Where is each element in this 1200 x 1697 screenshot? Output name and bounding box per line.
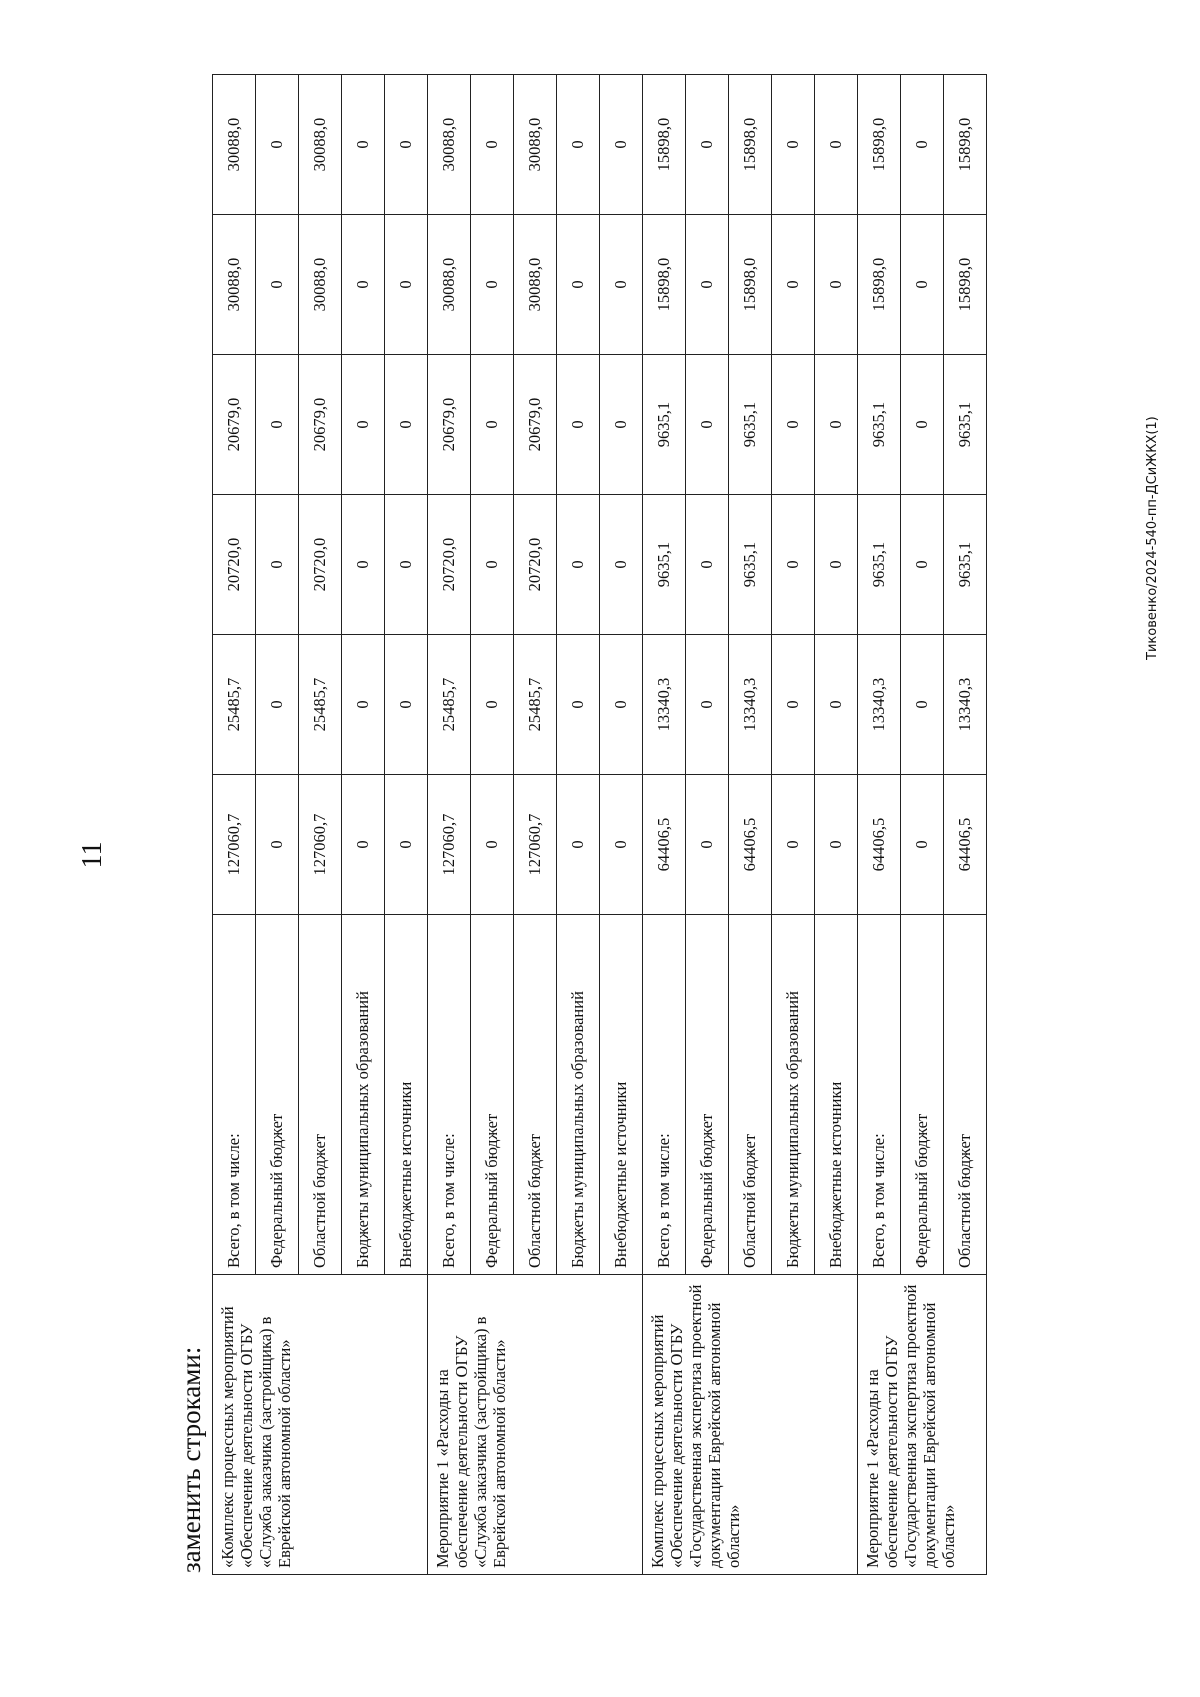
- amount-cell: 9635,1: [944, 495, 987, 635]
- amount-cell: 9635,1: [729, 495, 772, 635]
- amount-cell: 25485,7: [514, 635, 557, 775]
- activity-name-cell: «Комплекс процессных мероприятий «Обеспечение деятельности ОГБУ «Служба заказчика (застройщика) в Еврейской автономной области»: [213, 1275, 428, 1575]
- funding-source-cell: Областной бюджет: [944, 915, 987, 1275]
- amount-cell: 15898,0: [858, 215, 901, 355]
- amount-cell: 127060,7: [299, 775, 342, 915]
- amount-cell: 0: [772, 635, 815, 775]
- amount-cell: 0: [557, 775, 600, 915]
- amount-cell: 20679,0: [299, 355, 342, 495]
- amount-cell: 0: [385, 355, 428, 495]
- amount-cell: 0: [256, 775, 299, 915]
- funding-source-cell: Всего, в том числе:: [428, 915, 471, 1275]
- amount-cell: 0: [385, 215, 428, 355]
- intro-text: заменить строками:: [176, 1346, 206, 1573]
- amount-cell: 0: [385, 495, 428, 635]
- amount-cell: 30088,0: [213, 215, 256, 355]
- funding-source-cell: Бюджеты муниципальных образований: [557, 915, 600, 1275]
- amount-cell: 0: [901, 75, 944, 215]
- amount-cell: 127060,7: [213, 775, 256, 915]
- amount-cell: 0: [256, 355, 299, 495]
- amount-cell: 9635,1: [643, 495, 686, 635]
- amount-cell: 0: [772, 75, 815, 215]
- amount-cell: 25485,7: [213, 635, 256, 775]
- amount-cell: 0: [815, 775, 858, 915]
- amount-cell: 0: [686, 495, 729, 635]
- amount-cell: 0: [686, 355, 729, 495]
- funding-source-cell: Внебюджетные источники: [815, 915, 858, 1275]
- amount-cell: 0: [772, 215, 815, 355]
- amount-cell: 0: [471, 215, 514, 355]
- amount-cell: 15898,0: [729, 215, 772, 355]
- amount-cell: 0: [557, 215, 600, 355]
- amount-cell: 0: [385, 635, 428, 775]
- amount-cell: 15898,0: [944, 215, 987, 355]
- funding-source-cell: Областной бюджет: [514, 915, 557, 1275]
- amount-cell: 0: [815, 215, 858, 355]
- amount-cell: 13340,3: [729, 635, 772, 775]
- amount-cell: 0: [342, 355, 385, 495]
- table-row: [643, 75, 686, 1575]
- amount-cell: 15898,0: [643, 75, 686, 215]
- amount-cell: 0: [815, 75, 858, 215]
- funding-source-cell: Всего, в том числе:: [858, 915, 901, 1275]
- funding-source-cell: Бюджеты муниципальных образований: [342, 915, 385, 1275]
- amount-cell: 9635,1: [858, 355, 901, 495]
- amount-cell: 9635,1: [944, 355, 987, 495]
- amount-cell: 0: [686, 635, 729, 775]
- amount-cell: 20679,0: [514, 355, 557, 495]
- amount-cell: 20679,0: [428, 355, 471, 495]
- amount-cell: 0: [600, 215, 643, 355]
- amount-cell: 15898,0: [643, 215, 686, 355]
- amount-cell: 0: [342, 635, 385, 775]
- amount-cell: 0: [471, 75, 514, 215]
- amount-cell: 0: [815, 635, 858, 775]
- amount-cell: 0: [901, 635, 944, 775]
- activity-name-cell: Мероприятие 1 «Расходы на обеспечение деятельности ОГБУ «Служба заказчика (застройщика) в Еврейской автономной области»: [428, 1275, 643, 1575]
- amount-cell: 0: [557, 355, 600, 495]
- amount-cell: 0: [686, 75, 729, 215]
- amount-cell: 0: [901, 355, 944, 495]
- funding-source-cell: Всего, в том числе:: [213, 915, 256, 1275]
- amount-cell: 30088,0: [514, 215, 557, 355]
- funding-source-cell: Федеральный бюджет: [686, 915, 729, 1275]
- activity-name-cell: Мероприятие 1 «Расходы на обеспечение деятельности ОГБУ «Государственная экспертиза проектной документации Еврейской автономной области»: [858, 1275, 987, 1575]
- amount-cell: 0: [815, 495, 858, 635]
- amount-cell: 9635,1: [729, 355, 772, 495]
- amount-cell: 9635,1: [643, 355, 686, 495]
- amount-cell: 15898,0: [944, 75, 987, 215]
- amount-cell: 0: [686, 775, 729, 915]
- amount-cell: 30088,0: [428, 215, 471, 355]
- funding-source-cell: Федеральный бюджет: [471, 915, 514, 1275]
- funding-source-cell: Внебюджетные источники: [600, 915, 643, 1275]
- amount-cell: 0: [901, 215, 944, 355]
- amount-cell: 0: [600, 355, 643, 495]
- amount-cell: 20679,0: [213, 355, 256, 495]
- amount-cell: 0: [342, 75, 385, 215]
- funding-source-cell: Областной бюджет: [729, 915, 772, 1275]
- amount-cell: 30088,0: [299, 215, 342, 355]
- amount-cell: 30088,0: [213, 75, 256, 215]
- amount-cell: 0: [772, 355, 815, 495]
- activity-name-cell: Комплекс процессных мероприятий «Обеспечение деятельности ОГБУ «Государственная экспертиза проектной документации Еврейской автономной области»: [643, 1275, 858, 1575]
- amount-cell: 127060,7: [514, 775, 557, 915]
- amount-cell: 20720,0: [299, 495, 342, 635]
- amount-cell: 64406,5: [729, 775, 772, 915]
- amount-cell: 0: [557, 75, 600, 215]
- amount-cell: 13340,3: [643, 635, 686, 775]
- amount-cell: 0: [686, 215, 729, 355]
- table-row: [428, 75, 471, 1575]
- table-row: [213, 75, 256, 1575]
- page-number: 11: [77, 841, 108, 869]
- rotated-content: [170, 75, 1030, 1575]
- amount-cell: 0: [600, 775, 643, 915]
- amount-cell: 0: [342, 775, 385, 915]
- amount-cell: 15898,0: [858, 75, 901, 215]
- amount-cell: 0: [256, 215, 299, 355]
- amount-cell: 20720,0: [514, 495, 557, 635]
- amount-cell: 25485,7: [299, 635, 342, 775]
- funding-source-cell: Внебюджетные источники: [385, 915, 428, 1275]
- amount-cell: 0: [901, 495, 944, 635]
- amount-cell: 0: [342, 215, 385, 355]
- amount-cell: 20720,0: [428, 495, 471, 635]
- amount-cell: 0: [256, 495, 299, 635]
- amount-cell: 64406,5: [643, 775, 686, 915]
- funding-source-cell: Федеральный бюджет: [901, 915, 944, 1275]
- budget-table: [212, 74, 987, 1575]
- amount-cell: 15898,0: [729, 75, 772, 215]
- amount-cell: 30088,0: [428, 75, 471, 215]
- amount-cell: 0: [557, 635, 600, 775]
- budget-table-body: [213, 75, 987, 1575]
- amount-cell: 25485,7: [428, 635, 471, 775]
- amount-cell: 0: [815, 355, 858, 495]
- amount-cell: 0: [600, 75, 643, 215]
- amount-cell: 0: [772, 775, 815, 915]
- amount-cell: 0: [557, 495, 600, 635]
- amount-cell: 64406,5: [944, 775, 987, 915]
- amount-cell: 13340,3: [858, 635, 901, 775]
- amount-cell: 0: [471, 355, 514, 495]
- amount-cell: 0: [471, 495, 514, 635]
- amount-cell: 0: [385, 75, 428, 215]
- amount-cell: 9635,1: [858, 495, 901, 635]
- funding-source-cell: Федеральный бюджет: [256, 915, 299, 1275]
- amount-cell: 30088,0: [514, 75, 557, 215]
- amount-cell: 0: [600, 635, 643, 775]
- amount-cell: 0: [471, 635, 514, 775]
- amount-cell: 30088,0: [299, 75, 342, 215]
- funding-source-cell: Областной бюджет: [299, 915, 342, 1275]
- amount-cell: 13340,3: [944, 635, 987, 775]
- amount-cell: 0: [256, 75, 299, 215]
- amount-cell: 0: [342, 495, 385, 635]
- amount-cell: 0: [600, 495, 643, 635]
- document-code: Тиковенко/2024-540-пп-ДСиЖКХ(1): [1145, 416, 1160, 660]
- funding-source-cell: Всего, в том числе:: [643, 915, 686, 1275]
- funding-source-cell: Бюджеты муниципальных образований: [772, 915, 815, 1275]
- amount-cell: 64406,5: [858, 775, 901, 915]
- amount-cell: 0: [256, 635, 299, 775]
- amount-cell: 20720,0: [213, 495, 256, 635]
- table-row: [858, 75, 901, 1575]
- amount-cell: 0: [471, 775, 514, 915]
- amount-cell: 0: [772, 495, 815, 635]
- amount-cell: 0: [901, 775, 944, 915]
- amount-cell: 0: [385, 775, 428, 915]
- amount-cell: 127060,7: [428, 775, 471, 915]
